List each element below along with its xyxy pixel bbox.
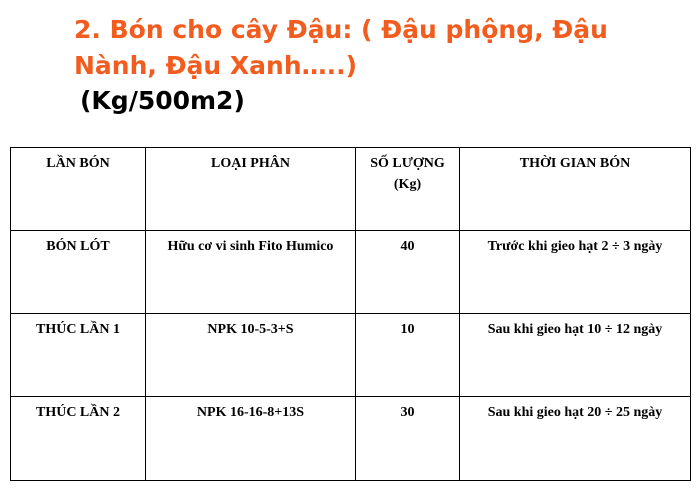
cell-loai-phan: NPK 10-5-3+S <box>146 314 356 397</box>
header-thoi-gian: THỜI GIAN BÓN <box>460 148 691 231</box>
fertilizer-table <box>10 147 691 481</box>
cell-so-luong: 30 <box>356 397 460 481</box>
cell-so-luong: 10 <box>356 314 460 397</box>
table-row <box>11 397 691 481</box>
header-so-luong: SỐ LƯỢNG (Kg) <box>356 148 460 231</box>
page-title: 2. Bón cho cây Đậu: ( Đậu phộng, Đậu Nành, Đậu Xanh…..) <box>74 15 608 80</box>
table-row <box>11 314 691 397</box>
cell-so-luong: 40 <box>356 231 460 314</box>
cell-lan-bon: THÚC LẦN 2 <box>11 397 146 481</box>
table-header-row <box>11 148 691 231</box>
cell-lan-bon: BÓN LÓT <box>11 231 146 314</box>
cell-thoi-gian: Sau khi gieo hạt 10 ÷ 12 ngày <box>460 314 691 397</box>
cell-thoi-gian: Trước khi gieo hạt 2 ÷ 3 ngày <box>460 231 691 314</box>
header-lan-bon: LẦN BÓN <box>11 148 146 231</box>
cell-lan-bon: THÚC LẦN 1 <box>11 314 146 397</box>
cell-loai-phan: NPK 16-16-8+13S <box>146 397 356 481</box>
cell-loai-phan: Hữu cơ vi sinh Fito Humico <box>146 231 356 314</box>
table-row <box>11 231 691 314</box>
cell-thoi-gian: Sau khi gieo hạt 20 ÷ 25 ngày <box>460 397 691 481</box>
header-loai-phan: LOẠI PHÂN <box>146 148 356 231</box>
unit-subtitle: (Kg/500m2) <box>80 86 245 115</box>
